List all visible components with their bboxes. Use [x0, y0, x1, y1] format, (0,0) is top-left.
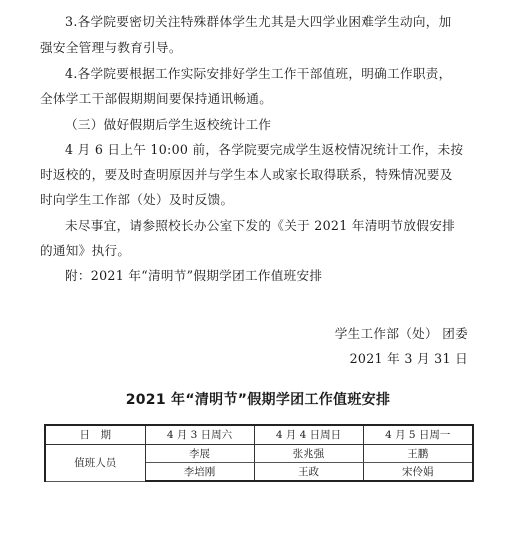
- table-cell: 李展: [145, 445, 254, 463]
- header-cell: 4 月 3 日周六: [145, 425, 254, 445]
- table-row: [45, 445, 473, 463]
- paragraph-line: 全体学工干部假期期间要保持通讯畅通。: [40, 91, 273, 106]
- table-cell: 李培刚: [145, 463, 254, 482]
- header-cell: 4 月 4 日周日: [254, 425, 363, 445]
- paragraph-line: 3.各学院要密切关注特殊群体学生尤其是大四学业困难学生动向，加: [65, 14, 452, 29]
- table-cell: 王鹏: [363, 445, 473, 463]
- paragraph-line: 未尽事宜，请参照校长办公室下发的《关于 2021 年清明节放假安排: [65, 218, 455, 233]
- document-date: 2021 年 3 月 31 日: [349, 351, 468, 366]
- header-cell: 日 期: [45, 425, 145, 445]
- table-cell: 宋伶娟: [363, 463, 473, 482]
- table-cell: 张兆强: [254, 445, 363, 463]
- row-label: 值班人员: [45, 445, 145, 482]
- paragraph-line: 4 月 6 日上午 10:00 前，各学院要完成学生返校情况统计工作，未按: [65, 142, 464, 157]
- header-cell: 4 月 5 日周一: [363, 425, 473, 445]
- duty-schedule-table: [44, 424, 474, 482]
- paragraph-line: 强安全管理与教育引导。: [40, 40, 182, 55]
- table-cell: 王政: [254, 463, 363, 482]
- section-heading: （三）做好假期后学生返校统计工作: [65, 117, 272, 132]
- attachment-note: 附：2021 年“清明节”假期学团工作值班安排: [65, 268, 323, 283]
- paragraph-line: 时返校的，要及时查明原因并与学生本人或家长取得联系，特殊情况要及: [40, 167, 453, 182]
- signature: 学生工作部（处） 团委: [334, 326, 468, 341]
- schedule-title: 2021 年“清明节”假期学团工作值班安排: [125, 392, 391, 408]
- paragraph-line: 时向学生工作部（处）及时反馈。: [40, 192, 234, 207]
- paragraph-line: 4.各学院要根据工作实际安排好学生工作干部值班，明确工作职责，: [65, 66, 452, 81]
- table-header-row: [45, 425, 473, 445]
- paragraph-line: 的通知》执行。: [40, 243, 131, 258]
